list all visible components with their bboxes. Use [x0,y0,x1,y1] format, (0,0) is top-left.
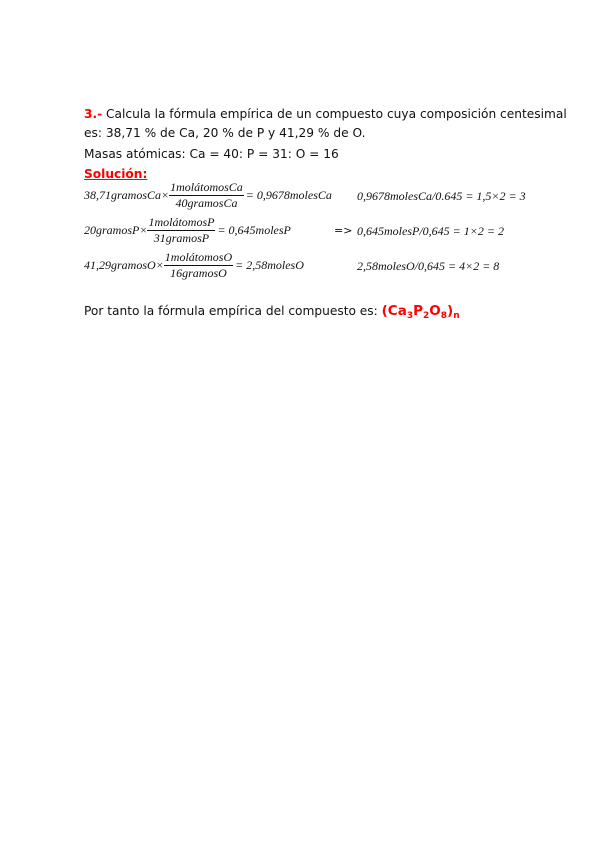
eq-ca-denominator: 40gramosCa [175,196,238,210]
ratio-o: 2,58molesO/0,645 = 4×2 = 8 [357,259,500,273]
formula-sub-n: n [453,311,460,321]
solution-heading: Solución: [84,167,148,181]
formula-p: P [413,303,423,319]
problem-line-2: es: 38,71 % de Ca, 20 % de P y 41,29 % de O. [84,126,366,140]
eq-p-denominator: 31gramosP [153,231,210,245]
problem-number: 3.- [84,107,103,121]
empirical-formula [382,303,460,319]
equation-ca [84,181,334,210]
formula-close: ) [447,303,454,319]
formula-sub-2: 2 [423,311,430,321]
eq-o-denominator: 16gramosO [170,266,227,280]
eq-ca-result: = 0,9678molesCa [245,188,332,202]
eq-p-numerator: 1molátomosP [148,215,215,229]
implication-arrow: => [334,224,353,237]
conclusion-line [84,303,460,319]
problem-line-1 [84,107,567,121]
formula-ca: (Ca [381,303,407,319]
eq-o-result: = 2,58molesO [235,258,304,272]
eq-ca-fraction [169,181,244,210]
equation-p [84,216,293,245]
formula-o: O [429,303,441,319]
formula-sub-3: 3 [406,311,414,321]
eq-o-lead: 41,29gramosO× [84,258,164,272]
conclusion-text: Por tanto la fórmula empírica del compuesto es: [84,304,382,318]
eq-ca-numerator: 1molátomosCa [170,180,243,194]
equation-o [84,251,306,280]
ratio-ca: 0,9678molesCa/0.645 = 1,5×2 = 3 [357,189,526,203]
formula-sub-8: 8 [440,311,448,321]
problem-text-1: Calcula la fórmula empírica de un compuesto cuya composición centesimal [102,107,567,121]
atomic-masses: Masas atómicas: Ca = 40: P = 31: O = 16 [84,147,339,161]
eq-o-numerator: 1molátomosO [164,250,233,264]
eq-p-result: = 0,645molesP [217,223,291,237]
ratio-p: 0,645molesP/0,645 = 1×2 = 2 [357,224,504,238]
eq-ca-lead: 38,71gramosCa× [84,188,170,202]
eq-p-fraction [147,216,215,245]
eq-p-lead: 20gramosP× [84,223,148,237]
eq-o-fraction [164,251,233,280]
